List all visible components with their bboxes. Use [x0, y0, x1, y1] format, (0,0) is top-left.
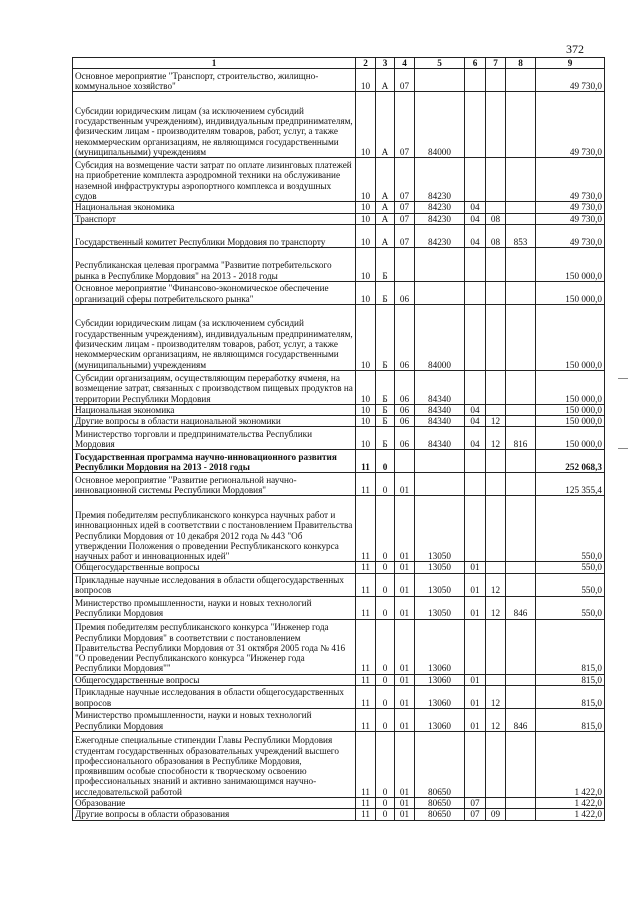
code-cell: 13060 [415, 686, 465, 709]
table-body [73, 69, 605, 820]
code-cell: 01 [395, 709, 415, 732]
code-cell: 01 [395, 573, 415, 596]
code-cell [506, 158, 536, 202]
code-cell: 0 [376, 709, 395, 732]
code-cell [415, 281, 465, 304]
code-cell: 07 [395, 92, 415, 158]
table-row [73, 686, 605, 709]
code-cell [486, 158, 506, 202]
code-cell: 84230 [415, 158, 465, 202]
code-cell [465, 450, 486, 473]
code-cell [486, 496, 506, 562]
code-cell [506, 69, 536, 92]
code-cell: 06 [395, 304, 415, 370]
code-cell [465, 304, 486, 370]
code-cell: 01 [395, 496, 415, 562]
code-cell: 816 [506, 427, 536, 450]
code-cell [506, 619, 536, 674]
code-cell: 84230 [415, 224, 465, 247]
amount-cell: 49 730,0 [536, 69, 605, 92]
code-cell: 07 [465, 798, 486, 809]
header-cell: 5 [415, 58, 465, 69]
code-cell: 13060 [415, 674, 465, 685]
code-cell: А [376, 158, 395, 202]
budget-table [72, 57, 605, 821]
code-cell: 06 [395, 427, 415, 450]
amount-cell: 49 730,0 [536, 224, 605, 247]
code-cell: 11 [356, 709, 376, 732]
amount-cell: 150 000,0 [536, 427, 605, 450]
code-cell: 06 [395, 404, 415, 415]
code-cell [415, 247, 465, 281]
amount-cell: 150 000,0 [536, 416, 605, 427]
code-cell: 80650 [415, 732, 465, 798]
code-cell: 07 [395, 158, 415, 202]
table-row [73, 573, 605, 596]
code-cell: 12 [486, 416, 506, 427]
code-cell: 10 [356, 416, 376, 427]
table-row [73, 450, 605, 473]
code-cell [506, 404, 536, 415]
code-cell: 08 [486, 224, 506, 247]
header-cell: 7 [486, 58, 506, 69]
row-name-cell: Государственная программа научно-инновационного развития Республики Мордовия на 2013 - 2018 годы [73, 450, 356, 473]
margin-mark [618, 378, 628, 379]
code-cell [506, 798, 536, 809]
code-cell [415, 450, 465, 473]
amount-cell: 1 422,0 [536, 809, 605, 820]
code-cell: 10 [356, 202, 376, 213]
table-row [73, 213, 605, 224]
code-cell [486, 450, 506, 473]
code-cell [486, 304, 506, 370]
code-cell: 10 [356, 158, 376, 202]
code-cell [506, 562, 536, 573]
code-cell: 84340 [415, 370, 465, 404]
amount-cell: 815,0 [536, 686, 605, 709]
amount-cell: 49 730,0 [536, 158, 605, 202]
code-cell [506, 416, 536, 427]
code-cell: 10 [356, 224, 376, 247]
code-cell: 10 [356, 304, 376, 370]
code-cell [506, 213, 536, 224]
code-cell: 0 [376, 686, 395, 709]
code-cell: 0 [376, 473, 395, 496]
row-name-cell: Прикладные научные исследования в области общегосударственных вопросов [73, 686, 356, 709]
table-row [73, 224, 605, 247]
code-cell [506, 809, 536, 820]
header-cell: 6 [465, 58, 486, 69]
table-row [73, 596, 605, 619]
code-cell: 07 [465, 809, 486, 820]
code-cell: 11 [356, 562, 376, 573]
code-cell [506, 450, 536, 473]
code-cell: 06 [395, 416, 415, 427]
code-cell: 13050 [415, 596, 465, 619]
code-cell: Б [376, 281, 395, 304]
code-cell [465, 473, 486, 496]
table-row [73, 281, 605, 304]
code-cell: 04 [465, 224, 486, 247]
code-cell: 09 [486, 809, 506, 820]
code-cell [415, 473, 465, 496]
table-row [73, 798, 605, 809]
code-cell [506, 247, 536, 281]
row-name-cell: Министерство промышленности, науки и новых технологий Республики Мордовия [73, 709, 356, 732]
amount-cell: 49 730,0 [536, 213, 605, 224]
amount-cell: 1 422,0 [536, 732, 605, 798]
code-cell: Б [376, 370, 395, 404]
table-row [73, 416, 605, 427]
table-row [73, 202, 605, 213]
code-cell: 04 [465, 427, 486, 450]
table-row [73, 69, 605, 92]
table-row [73, 370, 605, 404]
header-cell: 8 [506, 58, 536, 69]
row-name-cell: Другие вопросы в области национальной экономики [73, 416, 356, 427]
table-row [73, 562, 605, 573]
code-cell: 84340 [415, 427, 465, 450]
code-cell [506, 202, 536, 213]
header-cell: 4 [395, 58, 415, 69]
code-cell: А [376, 92, 395, 158]
code-cell: 10 [356, 247, 376, 281]
table-row [73, 92, 605, 158]
code-cell: 08 [486, 213, 506, 224]
code-cell: 10 [356, 404, 376, 415]
code-cell: 11 [356, 573, 376, 596]
code-cell: 12 [486, 573, 506, 596]
code-cell: 846 [506, 709, 536, 732]
row-name-cell: Основное мероприятие "Транспорт, строительство, жилищно-коммунальное хозяйство" [73, 69, 356, 92]
row-name-cell: Субсидии юридическим лицам (за исключением субсидий государственным учреждениям), индивидуальным предпринимателям, физическим лицам - производителям товаров, работ, услуг, а также некоммерческим организациям, не являющимся государственными (муниципальными) учреждениям [73, 92, 356, 158]
code-cell [486, 370, 506, 404]
code-cell: 0 [376, 732, 395, 798]
code-cell: Б [376, 247, 395, 281]
code-cell: А [376, 213, 395, 224]
code-cell: 01 [465, 596, 486, 619]
row-name-cell: Образование [73, 798, 356, 809]
header-cell: 2 [356, 58, 376, 69]
code-cell: 84000 [415, 304, 465, 370]
row-name-cell: Транспорт [73, 213, 356, 224]
code-cell: Б [376, 304, 395, 370]
code-cell: 01 [395, 619, 415, 674]
code-cell [395, 450, 415, 473]
amount-cell: 550,0 [536, 562, 605, 573]
code-cell: 13060 [415, 619, 465, 674]
code-cell [465, 370, 486, 404]
code-cell [506, 686, 536, 709]
code-cell: 0 [376, 619, 395, 674]
code-cell [486, 473, 506, 496]
amount-cell: 252 068,3 [536, 450, 605, 473]
code-cell: 846 [506, 596, 536, 619]
amount-cell: 150 000,0 [536, 304, 605, 370]
code-cell [395, 247, 415, 281]
table-row [73, 496, 605, 562]
row-name-cell: Министерство промышленности, науки и новых технологий Республики Мордовия [73, 596, 356, 619]
row-name-cell: Другие вопросы в области образования [73, 809, 356, 820]
code-cell: А [376, 202, 395, 213]
code-cell: 853 [506, 224, 536, 247]
table-row [73, 404, 605, 415]
code-cell: 11 [356, 596, 376, 619]
amount-cell: 815,0 [536, 674, 605, 685]
code-cell [465, 496, 486, 562]
code-cell: 06 [395, 370, 415, 404]
code-cell: 11 [356, 809, 376, 820]
code-cell [506, 496, 536, 562]
code-cell: 11 [356, 674, 376, 685]
code-cell: 84230 [415, 213, 465, 224]
code-cell: 04 [465, 202, 486, 213]
code-cell: 13050 [415, 496, 465, 562]
amount-cell: 550,0 [536, 596, 605, 619]
table-row [73, 709, 605, 732]
code-cell: 0 [376, 809, 395, 820]
header-cell: 1 [73, 58, 356, 69]
code-cell [465, 619, 486, 674]
code-cell: 01 [395, 562, 415, 573]
code-cell: А [376, 69, 395, 92]
row-name-cell: Министерство торговли и предпринимательства Республики Мордовия [73, 427, 356, 450]
code-cell: 01 [395, 473, 415, 496]
amount-cell: 49 730,0 [536, 92, 605, 158]
amount-cell: 150 000,0 [536, 370, 605, 404]
code-cell: 07 [395, 202, 415, 213]
code-cell: 84340 [415, 404, 465, 415]
code-cell [506, 304, 536, 370]
row-name-cell: Общегосударственные вопросы [73, 674, 356, 685]
code-cell [486, 798, 506, 809]
code-cell: 11 [356, 450, 376, 473]
code-cell: 13050 [415, 573, 465, 596]
code-cell: 11 [356, 619, 376, 674]
code-cell [506, 473, 536, 496]
code-cell [465, 281, 486, 304]
table-row [73, 427, 605, 450]
row-name-cell: Премия победителям республиканского конкурса научных работ и инновационных идей в соответствии с постановлением Правительства Республики Мордовия от 10 декабря 2012 года № 443 "Об утверждении Положения о проведении Республиканского конкурса научных работ и инновационных идей" [73, 496, 356, 562]
code-cell: 12 [486, 709, 506, 732]
code-cell: 12 [486, 596, 506, 619]
code-cell: 10 [356, 69, 376, 92]
code-cell: 0 [376, 450, 395, 473]
code-cell: Б [376, 404, 395, 415]
amount-cell: 150 000,0 [536, 404, 605, 415]
code-cell [486, 732, 506, 798]
code-cell: 0 [376, 496, 395, 562]
code-cell: 01 [465, 686, 486, 709]
code-cell: 01 [395, 809, 415, 820]
table-row [73, 732, 605, 798]
row-name-cell: Ежегодные специальные стипендии Главы Республики Мордовия студентам государственных образовательных учреждений высшего профессионального образования в Республике Мордовия, проявившим особые способности к творческому освоению профессиональных знаний и активно занимающимся научно-исследовательской работой [73, 732, 356, 798]
table-row [73, 619, 605, 674]
code-cell [465, 92, 486, 158]
code-cell: 04 [465, 416, 486, 427]
code-cell: 07 [395, 213, 415, 224]
page-number: 372 [566, 42, 584, 56]
code-cell: 01 [465, 562, 486, 573]
amount-cell: 815,0 [536, 709, 605, 732]
code-cell: 84000 [415, 92, 465, 158]
code-cell [465, 158, 486, 202]
header-cell: 3 [376, 58, 395, 69]
code-cell: 01 [395, 674, 415, 685]
code-cell: 0 [376, 573, 395, 596]
code-cell: 10 [356, 213, 376, 224]
code-cell: 13060 [415, 709, 465, 732]
row-name-cell: Премия победителям республиканского конкурса "Инженер года Республики Мордовия" в соответствии с постановлением Правительства Республики Мордовия от 31 октября 2005 года № 416 "О проведении Республиканского конкурса "Инженер года Республики Мордовия"" [73, 619, 356, 674]
amount-cell: 150 000,0 [536, 247, 605, 281]
code-cell [486, 562, 506, 573]
code-cell: 11 [356, 473, 376, 496]
code-cell: Б [376, 427, 395, 450]
code-cell: 01 [395, 686, 415, 709]
code-cell [506, 92, 536, 158]
amount-cell: 815,0 [536, 619, 605, 674]
row-name-cell: Национальная экономика [73, 404, 356, 415]
code-cell: 11 [356, 686, 376, 709]
code-cell: 80650 [415, 809, 465, 820]
table-header-row [73, 58, 605, 69]
code-cell: 13050 [415, 562, 465, 573]
table-row [73, 473, 605, 496]
code-cell: 01 [395, 732, 415, 798]
row-name-cell: Национальная экономика [73, 202, 356, 213]
code-cell: 11 [356, 798, 376, 809]
code-cell: 01 [395, 596, 415, 619]
amount-cell: 550,0 [536, 496, 605, 562]
row-name-cell: Республиканская целевая программа "Развитие потребительского рынка в Республике Мордовия" на 2013 - 2018 годы [73, 247, 356, 281]
code-cell: 06 [395, 281, 415, 304]
code-cell [465, 732, 486, 798]
code-cell [465, 69, 486, 92]
code-cell: 0 [376, 596, 395, 619]
code-cell [486, 247, 506, 281]
code-cell: 01 [465, 709, 486, 732]
margin-mark [618, 448, 628, 449]
code-cell: 12 [486, 427, 506, 450]
code-cell: А [376, 224, 395, 247]
row-name-cell: Прикладные научные исследования в области общегосударственных вопросов [73, 573, 356, 596]
row-name-cell: Субсидия на возмещение части затрат по оплате лизинговых платежей на приобретение комплекта аэродромной техники на обслуживание наземной инфраструктуры аэропортного комплекса и воздушных судов [73, 158, 356, 202]
code-cell: 01 [465, 573, 486, 596]
code-cell: 10 [356, 281, 376, 304]
amount-cell: 49 730,0 [536, 202, 605, 213]
code-cell: 84230 [415, 202, 465, 213]
amount-cell: 150 000,0 [536, 281, 605, 304]
code-cell [486, 674, 506, 685]
code-cell: 10 [356, 427, 376, 450]
code-cell: 04 [465, 404, 486, 415]
row-name-cell: Основное мероприятие "Финансово-экономическое обеспечение организаций сферы потребительского рынка" [73, 281, 356, 304]
code-cell: 07 [395, 224, 415, 247]
row-name-cell: Основное мероприятие "Развитие региональной научно-инновационной системы Республики Мордовия" [73, 473, 356, 496]
table-row [73, 304, 605, 370]
code-cell [486, 69, 506, 92]
code-cell: 10 [356, 92, 376, 158]
code-cell: 84340 [415, 416, 465, 427]
row-name-cell: Субсидии юридическим лицам (за исключением субсидий государственным учреждениям), индивидуальным предпринимателям, физическим лицам - производителям товаров, работ, услуг, а также некоммерческим организациям, не являющимся государственными (муниципальными) учреждениям [73, 304, 356, 370]
code-cell [486, 281, 506, 304]
table-row [73, 809, 605, 820]
amount-cell: 1 422,0 [536, 798, 605, 809]
code-cell [486, 404, 506, 415]
code-cell [506, 732, 536, 798]
code-cell: 11 [356, 732, 376, 798]
row-name-cell: Общегосударственные вопросы [73, 562, 356, 573]
code-cell [465, 247, 486, 281]
code-cell [506, 281, 536, 304]
code-cell: 04 [465, 213, 486, 224]
header-cell: 9 [536, 58, 605, 69]
amount-cell: 125 355,4 [536, 473, 605, 496]
code-cell: 01 [395, 798, 415, 809]
code-cell: Б [376, 416, 395, 427]
code-cell [486, 92, 506, 158]
code-cell: 0 [376, 674, 395, 685]
code-cell: 80650 [415, 798, 465, 809]
table-row [73, 674, 605, 685]
code-cell [486, 619, 506, 674]
code-cell: 07 [395, 69, 415, 92]
amount-cell: 550,0 [536, 573, 605, 596]
code-cell [486, 202, 506, 213]
code-cell [506, 370, 536, 404]
table-row [73, 247, 605, 281]
code-cell: 0 [376, 562, 395, 573]
code-cell: 12 [486, 686, 506, 709]
code-cell [415, 69, 465, 92]
code-cell: 10 [356, 370, 376, 404]
row-name-cell: Субсидии организациям, осуществляющим переработку ячменя, на возмещение затрат, связанных с производством пищевых продуктов на территории Республики Мордовия [73, 370, 356, 404]
code-cell [506, 674, 536, 685]
code-cell: 0 [376, 798, 395, 809]
code-cell [506, 573, 536, 596]
table-row [73, 158, 605, 202]
row-name-cell: Государственный комитет Республики Мордовия по транспорту [73, 224, 356, 247]
code-cell: 11 [356, 496, 376, 562]
code-cell: 01 [465, 674, 486, 685]
